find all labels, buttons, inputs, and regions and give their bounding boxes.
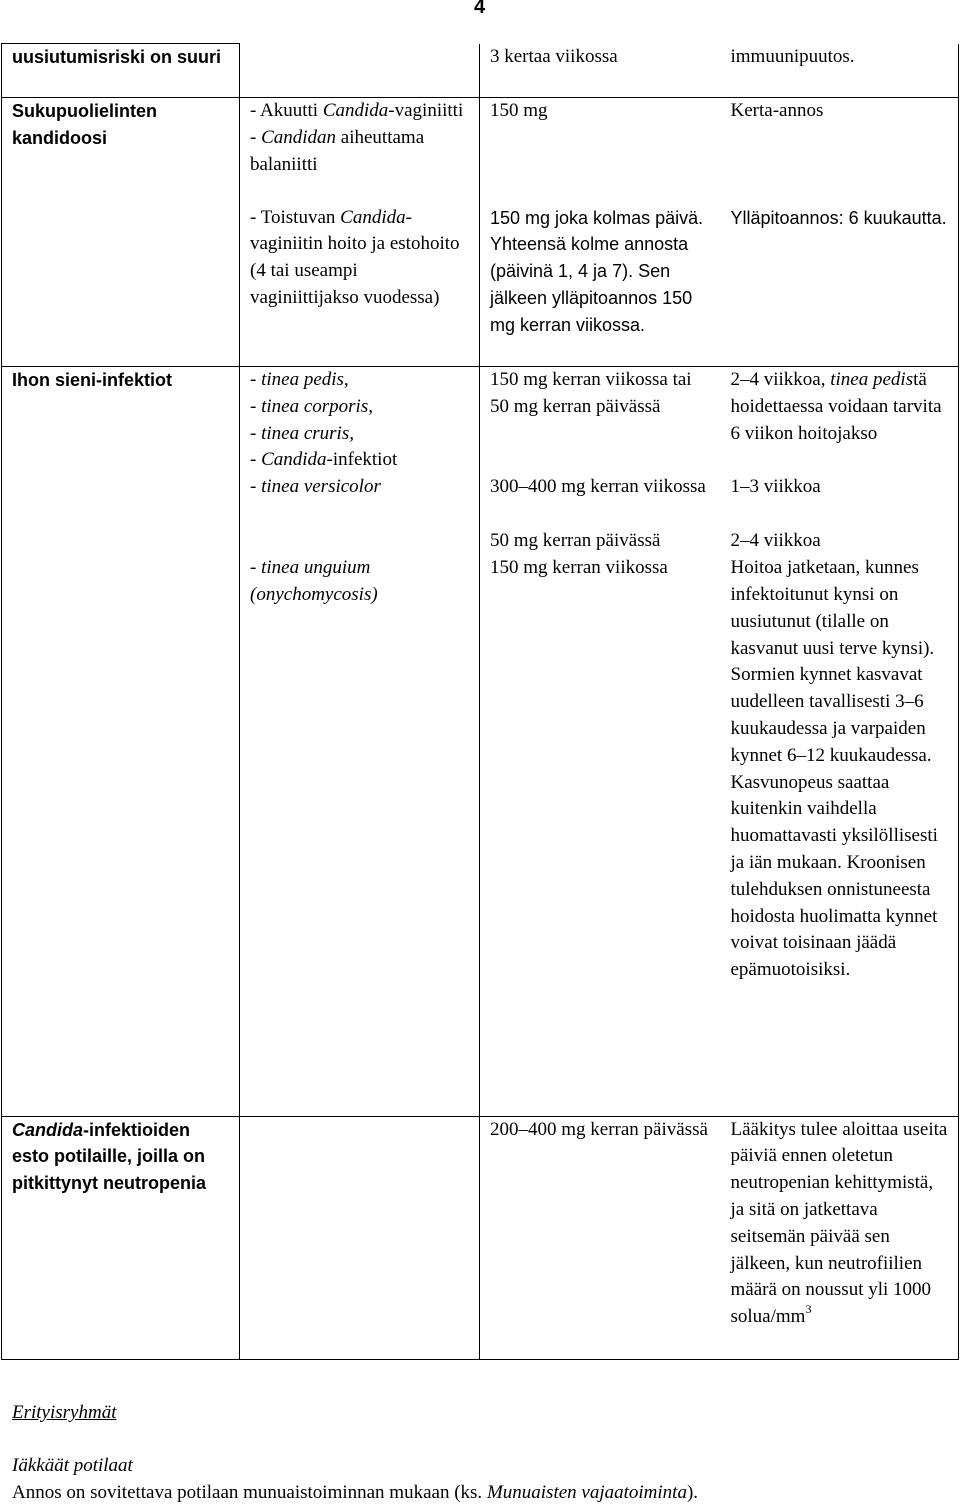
elderly-heading: Iäkkäät potilaat xyxy=(12,1455,133,1476)
condition-cell xyxy=(240,1116,480,1359)
dose-cell: 150 mg xyxy=(480,98,720,205)
table-row xyxy=(2,1116,959,1359)
indication-cell: uusiutumisriski on suuri xyxy=(2,44,240,98)
condition-cell: - Toistuvan Candida-vaginiitin hoito ja estohoito (4 tai useampi vaginiittijakso vuodessa) xyxy=(240,205,480,367)
special-groups-heading: Erityisryhmät xyxy=(12,1402,117,1423)
elderly-text: Annos on sovitettava potilaan munuaistoiminnan mukaan (ks. Munuaisten vajaatoiminta). xyxy=(12,1482,699,1503)
table-row xyxy=(2,98,959,205)
duration-cell: Lääkitys tulee aloittaa useita päiviä ennen oletetun neutropenian kehittymistä, ja sitä on jatkettava seitsemän päivää sen jälkeen, kun neutrofiilien määrä on noussut yli 1000 solua/$mm^3$ xyxy=(720,1116,959,1359)
table-row xyxy=(2,44,959,98)
condition-cell xyxy=(240,44,480,98)
duration-cell: Ylläpitoannos: 6 kuukautta. xyxy=(720,205,959,367)
dose-cell: 200–400 mg kerran päivässä xyxy=(480,1116,720,1359)
duration-cell: immuunipuutos. xyxy=(720,44,959,98)
page-number: 4 xyxy=(474,0,486,18)
dose-cell: 150 mg joka kolmas päivä. Yhteensä kolme annosta (päivinä 1, 4 ja 7). Sen jälkeen ylläpitoannos 150 mg kerran viikossa. xyxy=(480,205,720,367)
condition-cell: - tinea versicolor xyxy=(240,474,480,555)
duration-cell: 2–4 viikkoa xyxy=(720,528,959,555)
condition-cell: - tinea unguium (onychomycosis) xyxy=(240,555,480,1116)
duration-cell: 1–3 viikkoa xyxy=(720,474,959,528)
duration-cell: Kerta-annos xyxy=(720,98,959,205)
indication-cell: Sukupuolielinten kandidoosi xyxy=(2,98,240,367)
dose-cell: 150 mg kerran viikossa xyxy=(480,555,720,1116)
indication-cell: Candida-infektioiden esto potilaille, joilla on pitkittynyt neutropenia xyxy=(2,1116,240,1359)
dosage-table xyxy=(1,43,959,1360)
duration-cell: 2–4 viikkoa, tinea pedistä hoidettaessa voidaan tarvita 6 viikon hoitojakso xyxy=(720,367,959,475)
condition-cell: - Akuutti Candida-vaginiitti - Candidan aiheuttama balaniitti xyxy=(240,98,480,205)
dose-cell: 150 mg kerran viikossa tai 50 mg kerran päivässä xyxy=(480,367,720,475)
dose-cell: 50 mg kerran päivässä xyxy=(480,528,720,555)
dose-cell: 300–400 mg kerran viikossa xyxy=(480,474,720,528)
duration-cell: Hoitoa jatketaan, kunnes infektoitunut kynsi on uusiutunut (tilalle on kasvanut uusi terve kynsi). Sormien kynnet kasvavat uudelleen tavallisesti 3–6 kuukaudessa ja varpaiden kynnet 6–12 kuukaudessa. Kasvunopeus saattaa kuitenkin vaihdella huomattavasti yksilöllisesti ja iän mukaan. Kroonisen tulehduksen onnistuneesta hoidosta huolimatta kynnet voivat toisinaan jäädä epämuotoisiksi. xyxy=(720,555,959,1116)
indication-cell: Ihon sieni-infektiot xyxy=(2,367,240,1117)
table-row xyxy=(2,367,959,475)
condition-cell: - tinea pedis, - tinea corporis, - tinea cruris, - Candida-infektiot xyxy=(240,367,480,475)
dose-cell: 3 kertaa viikossa xyxy=(480,44,720,98)
